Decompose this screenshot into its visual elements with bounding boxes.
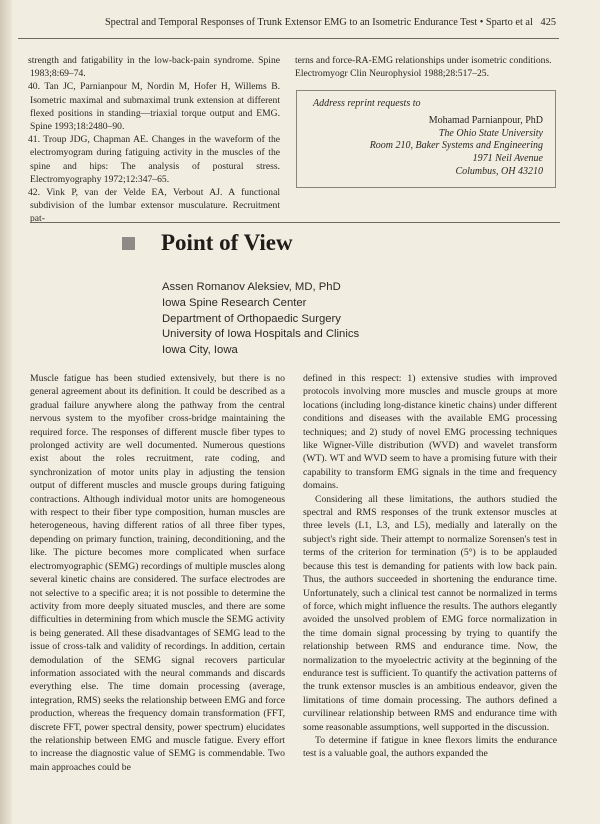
reference-item: 42. Vink P, van der Velde EA, Verbout AJ. A functional subdivision of the lumbar extensor musculature. Recruitment pat-: [28, 187, 280, 225]
author-department: Department of Orthopaedic Surgery: [162, 312, 341, 325]
reference-item: 40. Tan JC, Parnianpour M, Nordin M, Hofer H, Willems B. Isometric maximal and submaximal trunk extension at different flexed positions in standing—triaxial torque output and EMG. Spine 1993;18:2480–90.: [28, 81, 280, 133]
reference-item: strength and fatigability in the low-back-pain syndrome. Spine 1983;8:69–74.: [28, 55, 280, 80]
header-rule: [18, 38, 559, 39]
body-paragraph: Considering all these limitations, the authors studied the spectral and RMS responses of the trunk extensor muscles at three levels (L1, L3, and L5), medially and laterally on the subject's right side. Their attempt to normalize Sorensen's test in terms of the criterion for termination (5°) is to be applauded because this test is demanding for patients with low back pain. Thus, the authors succeeded in shortening the endurance time. Unfortunately, such a clinical test cannot be normalized in terms of force, which might influence the results. The authors elegantly avoided the unsolved problem of EMG force normalization in the time domain signal processing by trying to quantify the relationship between RMS and endurance time. Now, the normalization to the myoelectric activity at the beginning of the endurance test is sufficient. To quantify the activation patterns of the trunk extensor muscles is an ambitious endeavor, given the limitations of time domain processing. The authors defined a curvilinear relationship between RMS and endurance time with some reasonable assumptions, well supported in the discussion.: [303, 493, 557, 733]
body-column-right: [303, 372, 557, 761]
author-name: Assen Romanov Aleksiev, MD, PhD: [162, 281, 341, 293]
running-header: [18, 17, 556, 28]
section-rule: [30, 222, 560, 223]
address-street: 1971 Neil Avenue: [472, 153, 543, 165]
author-byline: [162, 280, 359, 359]
address-lines: [370, 115, 543, 179]
reference-item: 41. Troup JDG, Chapman AE. Changes in the waveform of the electromyogram during fatiguing activity in the muscles of the spine and hips: The analysis of postural stress. Electromyography 1972;12:347–65.: [28, 134, 280, 185]
author-city: Iowa City, Iowa: [162, 344, 238, 357]
address-heading: Address reprint requests to: [313, 98, 421, 109]
running-title: Spectral and Temporal Responses of Trunk Extensor EMG to an Isometric Endurance Test • Sparto et al: [104, 17, 533, 28]
address-city: Columbus, OH 43210: [455, 165, 543, 177]
body-paragraph: Muscle fatigue has been studied extensively, but there is no general agreement about its definition. It could be described as a gradual failure anywhere along the pathway from the central nervous system to the myofiber cross-bridge maintaining the required force. The responses of different muscle fiber types to prolonged activity are well documented. Numerous questions exist about the roles recruitment, rate coding, and synchronization of motor units play in adjusting the tension output of different muscles and muscle groups during fatiguing contractions. Although individual motor units are homogeneous with respect to their fiber type composition, human muscles are heterogeneous, having different ratios of all three fiber types, depending on primary function, training, deconditioning, and the like. The picture becomes more complicated when surface electromyographic (SEMG) recordings of multiple muscles along several kinetic chains are considered. The surface electrodes are not selective to a specific area; it is not possible to determine the activity from more deeply situated muscles, and there are some difficulties in determining from which muscle the SEMG activity is being generated. All these disadvantages of SEMG lead to the issue of cross-talk and validity of recordings. In addition, certain demodulation of the SEMG signal recovers particular information associated with the neural commands and discards everything else. The time domain processing (average, integration, RMS) seeks the relationship between EMG and force production, whereas the frequency domain transformation (FFT, discrete FFT, power spectral density, power spectrum) elucidates the relationship between EMG and muscle fatigue. Every effort to increase the diagnostic value of SEMG is commendable. Two main approaches could be: [30, 373, 285, 773]
page-number: 425: [540, 17, 556, 28]
author-affiliation: Iowa Spine Research Center: [162, 296, 307, 309]
references-left: [30, 54, 280, 226]
address-room: Room 210, Baker Systems and Engineering: [369, 140, 543, 152]
author-university: University of Iowa Hospitals and Clinics: [162, 328, 360, 341]
page-binding-shadow: [0, 0, 12, 824]
section-title: Point of View: [161, 230, 293, 255]
address-institution: The Ohio State University: [438, 127, 543, 139]
body-paragraph: defined in this respect: 1) extensive studies with improved protocols involving more muscles and muscle groups at more locations (including long-distance kinetic chains) under different conditions and diseases with the available EMG processing techniques; and 2) study of novel EMG processing techniques like Wigner-Ville distribution (WVD) and wavelet transform (WT). WT and WVD seem to have a promising future with their capability to transform EMG signals in the time and frequency domains.: [303, 373, 557, 492]
address-name: Mohamad Parnianpour, PhD: [428, 115, 543, 126]
section-square-icon: [122, 237, 135, 250]
body-paragraph: To determine if fatigue in knee flexors limits the endurance test is a valuable goal, the authors expanded the: [303, 734, 557, 760]
references-right: terns and force-RA-EMG relationships under isometric conditions. Electromyogr Clin Neurophysiol 1988;28:517–25.: [295, 55, 552, 80]
body-column-left: [30, 372, 285, 774]
reprint-address-box: [296, 90, 556, 188]
